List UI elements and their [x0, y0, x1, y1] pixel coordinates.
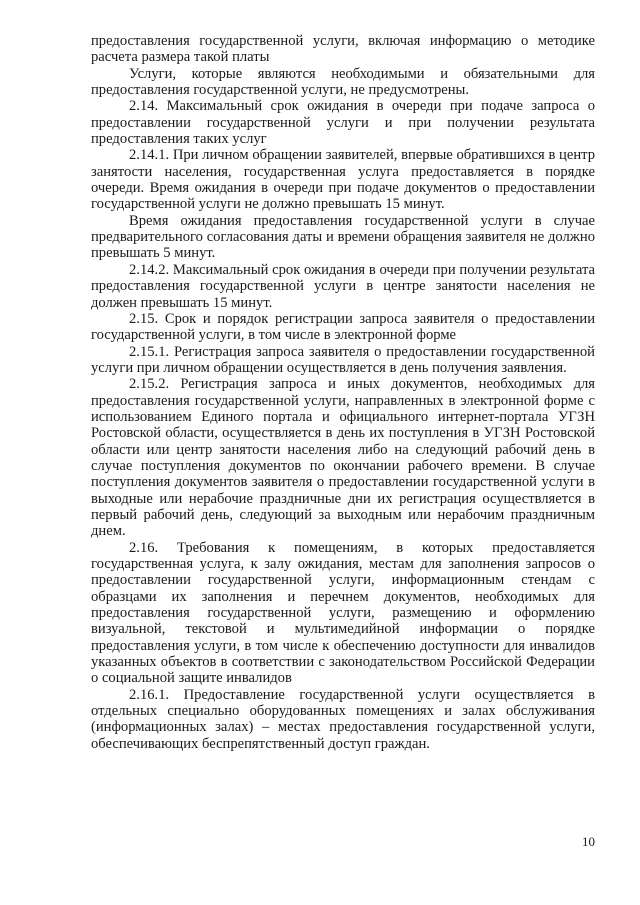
paragraph-continuation: предоставления государственной услуги, включая информацию о методике расчета размера такой платы: [91, 33, 595, 66]
paragraph-2-14-1: 2.14.1. При личном обращении заявителей, впервые обратившихся в центр занятости населения, государственная услуга предоставляется в порядке очереди. Время ожидания в очереди при подаче документов о предоставлении государственной услуги не должно превышать 15 минут.: [91, 147, 595, 213]
paragraph-2-15-1: 2.15.1. Регистрация запроса заявителя о предоставлении государственной услуги при личном обращении осуществляется в день получения заявления.: [91, 343, 595, 376]
paragraph-required-services: Услуги, которые являются необходимыми и обязательными для предоставления государственной услуги, не предусмотрены.: [91, 65, 595, 99]
paragraph-2-14-2: 2.14.2. Максимальный срок ожидания в очереди при получении результата предоставления государственной услуги в центре занятости населения не должен превышать 15 минут.: [91, 261, 595, 311]
paragraph-2-16-1: 2.16.1. Предоставление государственной услуги осуществляется в отдельных специально оборудованных помещениях и залах обслуживания (информационных залах) – местах предоставления государственной услуги, обеспечивающих беспрепятственный доступ граждан.: [91, 686, 595, 752]
paragraph-waiting-time: Время ожидания предоставления государственной услуги в случае предварительного согласования даты и времени обращения заявителя не должно превышать 5 минут.: [91, 212, 595, 262]
page-number: 10: [582, 834, 595, 849]
document-body: [91, 33, 595, 752]
paragraph-2-15: 2.15. Срок и порядок регистрации запроса заявителя о предоставлении государственной услуги, в том числе в электронной форме: [91, 310, 595, 344]
paragraph-2-15-2: 2.15.2. Регистрация запроса и иных документов, необходимых для предоставления государственной услуги, направленных в электронной форме с использованием Единого портала и официального интернет-портала УГЗН Ростовской области, осуществляется в день их поступления в УГЗН Ростовской области или центр занятости населения либо на следующий рабочий день в случае поступления документов по окончании рабочего времени. В случае поступления документов заявителя о предоставлении государственной услуги в выходные или нерабочие праздничные дни их регистрация осуществляется в первый рабочий день, следующий за выходным или нерабочим праздничным днем.: [91, 376, 595, 540]
paragraph-2-14: 2.14. Максимальный срок ожидания в очереди при подаче запроса о предоставлении государственной услуги и при получении результата предоставления таких услуг: [91, 98, 595, 148]
paragraph-2-16: 2.16. Требования к помещениям, в которых предоставляется государственная услуга, к залу ожидания, местам для заполнения запросов о предоставлении государственной услуги, информационным стендам с образцами их заполнения и перечнем документов, необходимых для предоставления государственной услуги, размещению и оформлению визуальной, текстовой и мультимедийной информации о порядке предоставления услуги, в том числе к обеспечению доступности для инвалидов указанных объектов в соответствии с законодательством Российской Федерации о социальной защите инвалидов: [91, 539, 595, 687]
